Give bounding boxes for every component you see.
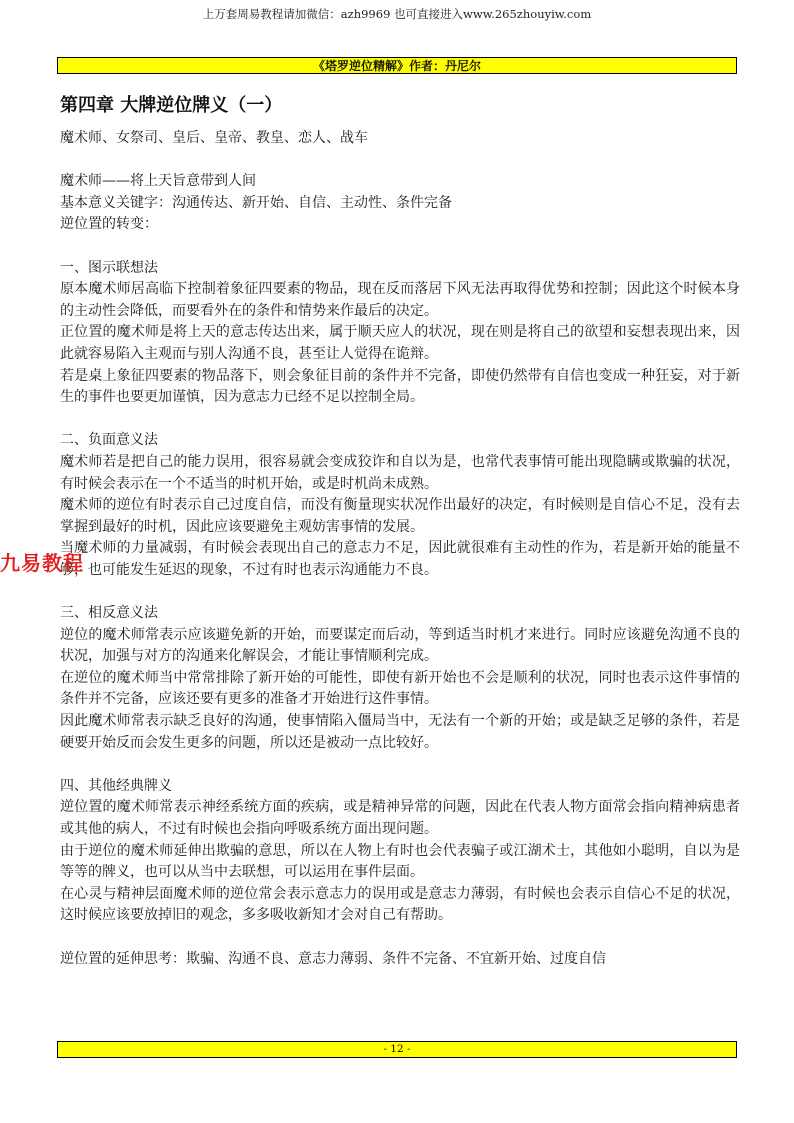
intro-reversal: 逆位置的转变：: [60, 216, 158, 233]
section-paragraph: 魔术师的逆位有时表示自己过度自信，而没有衡量现实状况作出最好的决定，有时候则是自信心不足，没有去掌握到最好的时机，因此应该要避免主观妨害事情的发展。: [60, 497, 740, 535]
section-paragraph: 当魔术师的力量减弱，有时候会表现出自己的意志力不足，因此就很难有主动性的作为，若是新开始的能量不够，也可能发生延迟的现象，不过有时也表示沟通能力不良。: [60, 540, 740, 578]
section-title: 一、图示联想法: [60, 259, 158, 276]
section-paragraph: 逆位置的魔术师常表示神经系统方面的疾病，或是精神异常的问题，因此在代表人物方面常会指向精神病患者或其他的病人，不过有时候也会指向呼吸系统方面出现问题。: [60, 799, 740, 837]
page-content: [60, 94, 740, 970]
section-paragraph: 正位置的魔术师是将上天的意志传达出来，属于顺天应人的状况，现在则是将自己的欲望和妄想表现出来，因此就容易陷入主观而与别人沟通不良，甚至让人觉得在诡辩。: [60, 324, 740, 362]
section-title: 三、相反意义法: [60, 605, 158, 622]
section-paragraph: 在心灵与精神层面魔术师的逆位常会表示意志力的误用或是意志力薄弱，有时候也会表示自信心不足的状况，这时候应该要放掉旧的观念，多多吸收新知才会对自己有帮助。: [60, 885, 740, 924]
card-list: 魔术师、女祭司、皇后、皇帝、教皇、恋人、战车: [60, 130, 368, 146]
section-title: 四、其他经典牌义: [60, 777, 172, 794]
footer-bar: [57, 1041, 737, 1058]
conclusion: 逆位置的延伸思考：欺骗、沟通不良、意志力薄弱、条件不完备、不宜新开始、过度自信: [60, 950, 606, 967]
top-note: 上万套周易教程请加微信：azh9969 也可直接进入www.265zhouyiw.com: [202, 7, 592, 21]
section-paragraph: 在逆位的魔术师当中常常排除了新开始的可能性，即使有新开始也不会是顺利的状况，同时也表示这件事情的条件并不完备，应该还要有更多的准备才开始进行这件事情。: [60, 669, 740, 708]
watermark-logo: 九易教程: [0, 551, 84, 575]
page-number: - 12 -: [383, 1043, 411, 1055]
section-title: 二、负面意义法: [60, 432, 158, 449]
header-bar: [57, 57, 737, 74]
intro-keywords: 基本意义关键字：沟通传达、新开始、自信、主动性、条件完备: [60, 194, 452, 211]
section-paragraph: 原本魔术师居高临下控制着象征四要素的物品，现在反而落居下风无法再取得优势和控制；因此这个时候本身的主动性会降低，而要看外在的条件和情势来作最后的决定。: [60, 281, 740, 319]
section-paragraph: 由于逆位的魔术师延伸出欺骗的意思，所以在人物上有时也会代表骗子或江湖术士，其他如小聪明，自以为是等等的牌义，也可以从当中去联想，可以运用在事件层面。: [60, 842, 740, 881]
intro-line: 魔术师——将上天旨意带到人间: [60, 173, 256, 190]
header-title: 《塔罗逆位精解》作者：丹尼尔: [312, 59, 481, 73]
section-paragraph: 若是桌上象征四要素的物品落下，则会象征目前的条件并不完备，即使仍然带有自信也变成一种狂妄，对于新生的事件也要更加谨慎，因为意志力已经不足以控制全局。: [60, 367, 740, 406]
section-paragraph: 因此魔术师常表示缺乏良好的沟通，使事情陷入僵局当中，无法有一个新的开始；或是缺乏足够的条件，若是硬要开始反而会发生更多的问题，所以还是被动一点比较好。: [60, 713, 740, 751]
chapter-title: 第四章 大牌逆位牌义（一）: [60, 95, 283, 116]
section-paragraph: 魔术师若是把自己的能力误用，很容易就会变成狡诈和自以为是，也常代表事情可能出现隐瞒或欺骗的状况，有时候会表示在一个不适当的时机开始，或是时机尚未成熟。: [60, 453, 740, 492]
section-paragraph: 逆位的魔术师常表示应该避免新的开始，而要谋定而后动，等到适当时机才来进行。同时应该避免沟通不良的状况，加强与对方的沟通来化解误会，才能让事情顺利完成。: [60, 626, 740, 665]
